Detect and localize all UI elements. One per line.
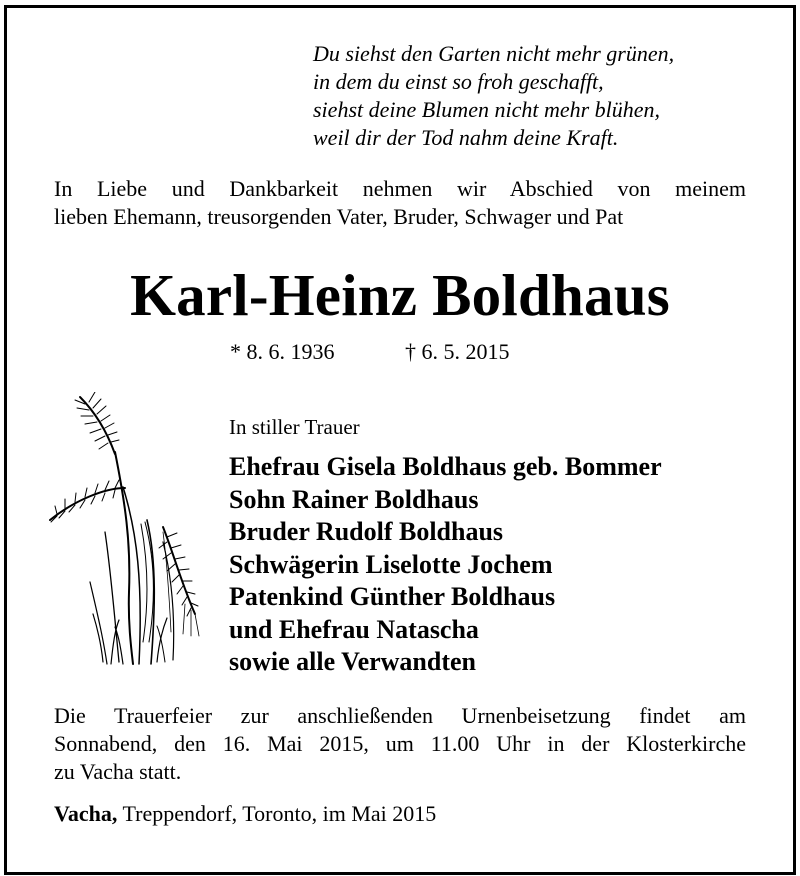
mourner-line: Bruder Rudolf Boldhaus (229, 517, 504, 546)
ceremony-line: Sonnabend, den 16. Mai 2015, um 11.00 Uhr in der Klosterkirche (54, 731, 746, 756)
death-date: † 6. 5. 2015 (405, 339, 510, 364)
poem-line: siehst deine Blumen nicht mehr blühen, (313, 97, 661, 122)
place-rest: Treppendorf, Toronto, im Mai 2015 (117, 801, 437, 826)
mourner-line: Sohn Rainer Boldhaus (229, 484, 479, 514)
birth-date: * 8. 6. 1936 (230, 339, 335, 364)
intro-line: lieben Ehemann, treusorgenden Vater, Bruder, Schwager und Pat (54, 204, 624, 229)
poem (313, 40, 674, 152)
poem-line: weil dir der Tod nahm deine Kraft. (313, 125, 619, 150)
mourner-line: Schwägerin Liselotte Jochem (229, 549, 553, 579)
farewell-intro (54, 175, 746, 231)
deceased-name: Karl-Heinz Boldhaus (130, 262, 670, 328)
mourner-line: Ehefrau Gisela Boldhaus geb. Bommer (229, 452, 662, 481)
wheat-ears-icon (45, 392, 200, 670)
ceremony-line: Die Trauerfeier zur anschließenden Urnenbeisetzung findet am (54, 703, 746, 728)
poem-line: in dem du einst so froh geschafft, (313, 69, 604, 94)
mourners-list (229, 451, 662, 679)
ceremony-info (54, 702, 746, 786)
poem-line: Du siehst den Garten nicht mehr grünen, (313, 41, 675, 66)
place-town: Vacha, (54, 801, 118, 826)
mourner-line: Patenkind Günther Boldhaus (229, 582, 556, 611)
mourner-line: und Ehefrau Natascha (229, 614, 479, 644)
mourner-line: sowie alle Verwandten (229, 647, 476, 676)
intro-line: In Liebe und Dankbarkeit nehmen wir Abschied von meinem (54, 176, 746, 201)
ceremony-line: zu Vacha statt. (54, 759, 182, 784)
mourning-intro: In stiller Trauer (229, 415, 360, 439)
place-and-date (54, 800, 436, 828)
